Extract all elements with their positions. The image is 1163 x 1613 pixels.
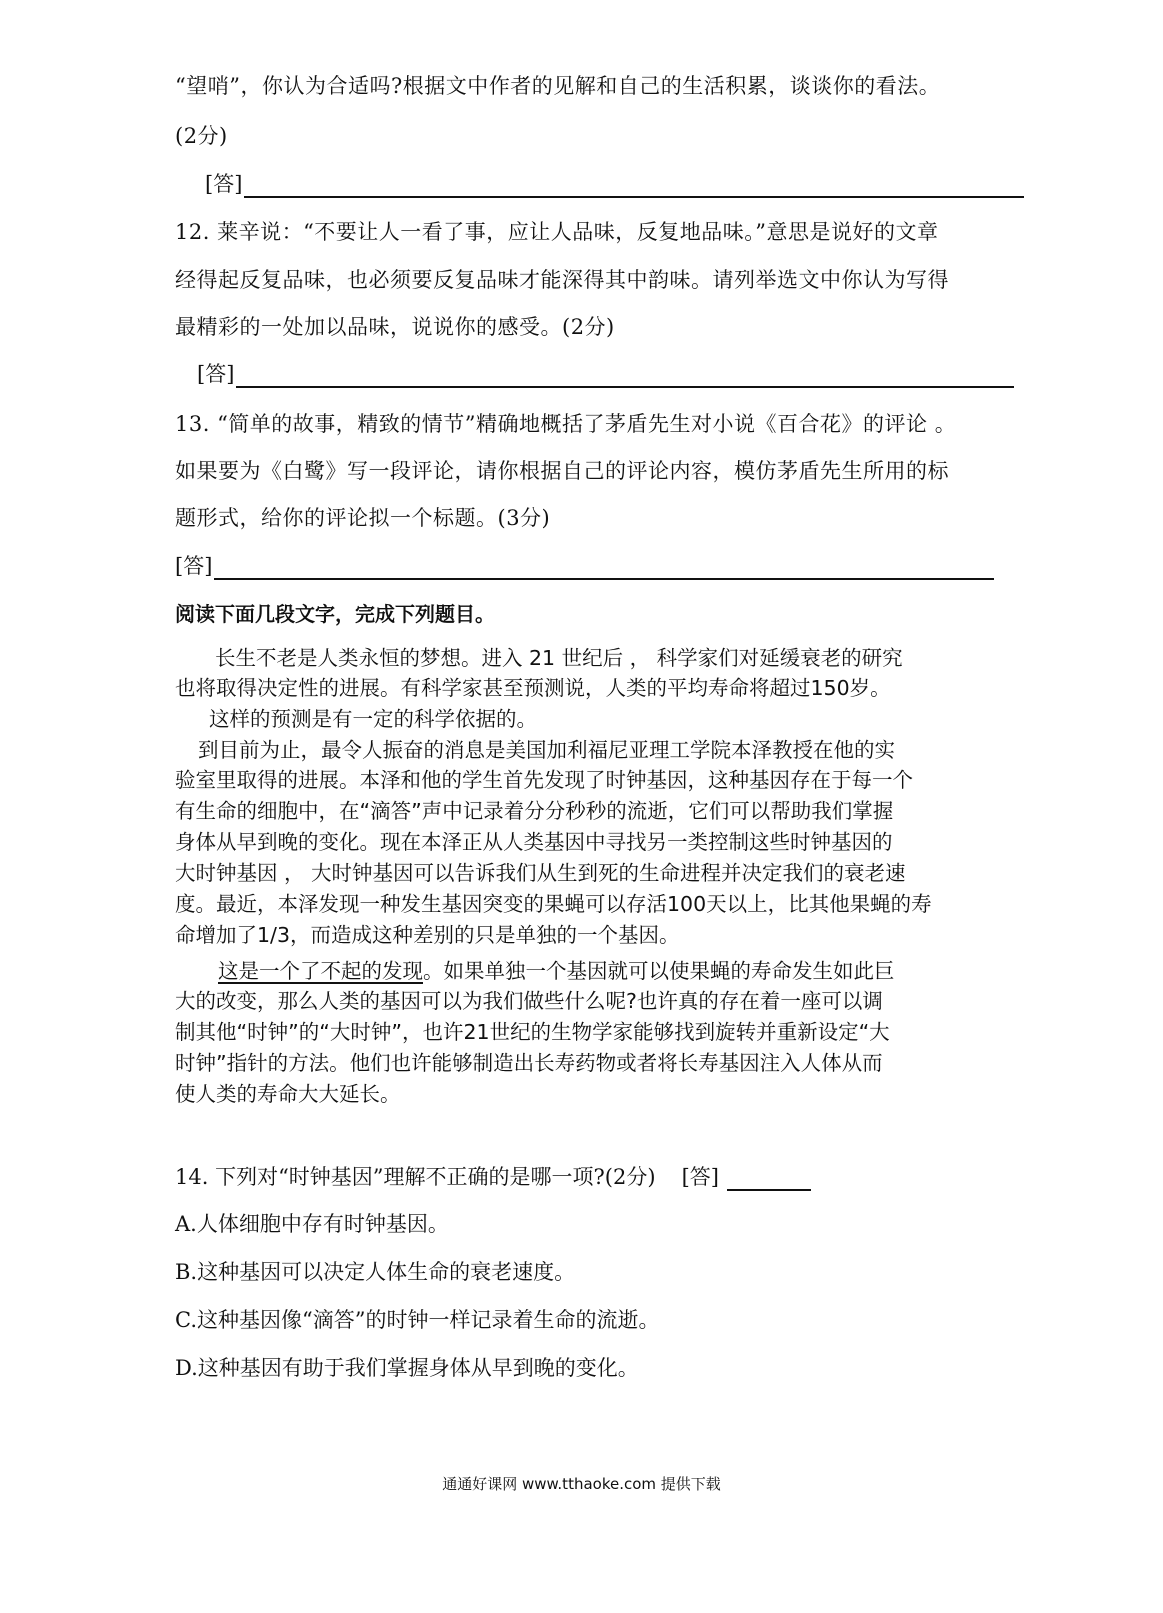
- passage-p4-line-1: [218, 958, 895, 985]
- passage-p4-line-2: 大的改变，那么人类的基因可以为我们做些什么呢?也许真的存在着一座可以调: [175, 989, 883, 1013]
- passage-p4-line-1-rest: 。如果单独一个基因就可以使果蝇的寿命发生如此巨: [423, 959, 895, 983]
- q12-line-2: 经得起反复品味，也必须要反复品味才能深得其中韵味。请列举选文中你认为写得: [175, 268, 949, 292]
- passage-p1-line-1: 长生不老是人类永恒的梦想。进入 21 世纪后 ， 科学家们对延缓衰老的研究: [215, 646, 903, 670]
- q13-line-1: 13. “简单的故事，精致的情节”精确地概括了茅盾先生对小说《百合花》的评论 。: [175, 412, 957, 436]
- q13-answer-row: [175, 552, 994, 580]
- q11-line-1: “望哨”，你认为合适吗?根据文中作者的见解和自己的生活积累，谈谈你的看法。: [175, 74, 941, 98]
- passage-p3-line-7: 命增加了1/3，而造成这种差别的只是单独的一个基因。: [175, 923, 680, 947]
- q13-answer-blank[interactable]: [214, 556, 994, 580]
- passage-p4-line-5: 使人类的寿命大大延长。: [175, 1082, 401, 1106]
- footer-download-note: 通通好课网 www.tthaoke.com 提供下载: [442, 1475, 721, 1493]
- q14-option-d: D.这种基因有助于我们掌握身体从早到晚的变化。: [175, 1356, 639, 1380]
- underlined-key-sentence: 这是一个了不起的发现: [218, 959, 423, 983]
- q11-answer-blank[interactable]: [244, 174, 1024, 198]
- q13-line-2: 如果要为《白鹭》写一段评论，请你根据自己的评论内容，模仿茅盾先生所用的标: [175, 459, 949, 483]
- passage-p3-line-3: 有生命的细胞中，在“滴答”声中记录着分分秒秒的流逝，它们可以帮助我们掌握: [175, 799, 894, 823]
- passage-p1-line-2: 也将取得决定性的进展。有科学家甚至预测说，人类的平均寿命将超过150岁。: [175, 676, 891, 700]
- q14-row: [175, 1163, 811, 1191]
- passage-p3-line-6: 度。最近，本泽发现一种发生基因突变的果蝇可以存活100天以上，比其他果蝇的寿: [175, 892, 932, 916]
- passage-p4-line-4: 时钟”指针的方法。他们也许能够制造出长寿药物或者将长寿基因注入人体从而: [175, 1051, 883, 1075]
- passage-p3-line-4: 身体从早到晚的变化。现在本泽正从人类基因中寻找另一类控制这些时钟基因的: [175, 830, 893, 854]
- passage-p3-line-5: 大时钟基因 ， 大时钟基因可以告诉我们从生到死的生命进程并决定我们的衰老速: [175, 861, 906, 885]
- q13-line-3: 题形式，给你的评论拟一个标题。(3分): [175, 506, 551, 530]
- q14-question: 14. 下列对“时钟基因”理解不正确的是哪一项?(2分): [175, 1165, 656, 1189]
- passage-p3-line-2: 验室里取得的进展。本泽和他的学生首先发现了时钟基因，这种基因存在于每一个: [175, 768, 913, 792]
- q12-line-1: 12. 莱辛说：“不要让人一看了事，应让人品味，反复地品味。”意思是说好的文章: [175, 220, 939, 244]
- passage-p3-line-1: 到目前为止，最令人振奋的消息是美国加利福尼亚理工学院本泽教授在他的实: [198, 738, 895, 762]
- q11-line-2: (2分): [175, 124, 228, 148]
- q14-answer-label: [答]: [681, 1165, 719, 1189]
- q12-answer-blank[interactable]: [236, 364, 1014, 388]
- q11-answer-row: [205, 170, 1024, 198]
- q13-answer-label: [答]: [175, 554, 213, 578]
- q14-option-b: B.这种基因可以决定人体生命的衰老速度。: [175, 1260, 576, 1284]
- q12-line-3: 最精彩的一处加以品味，说说你的感受。(2分): [175, 315, 615, 339]
- q14-option-a: A.人体细胞中存有时钟基因。: [175, 1212, 449, 1236]
- passage-p2-line-1: 这样的预测是有一定的科学依据的。: [209, 707, 537, 731]
- passage-p4-line-3: 制其他“时钟”的“大时钟”，也许21世纪的生物学家能够找到旋转并重新设定“大: [175, 1020, 890, 1044]
- q11-answer-label: [答]: [205, 172, 243, 196]
- q12-answer-label: [答]: [197, 362, 235, 386]
- q12-answer-row: [197, 360, 1014, 388]
- q14-option-c: C.这种基因像“滴答”的时钟一样记录着生命的流逝。: [175, 1308, 660, 1332]
- section-heading: 阅读下面几段文字，完成下列题目。: [175, 602, 495, 626]
- q14-answer-blank[interactable]: [727, 1167, 811, 1191]
